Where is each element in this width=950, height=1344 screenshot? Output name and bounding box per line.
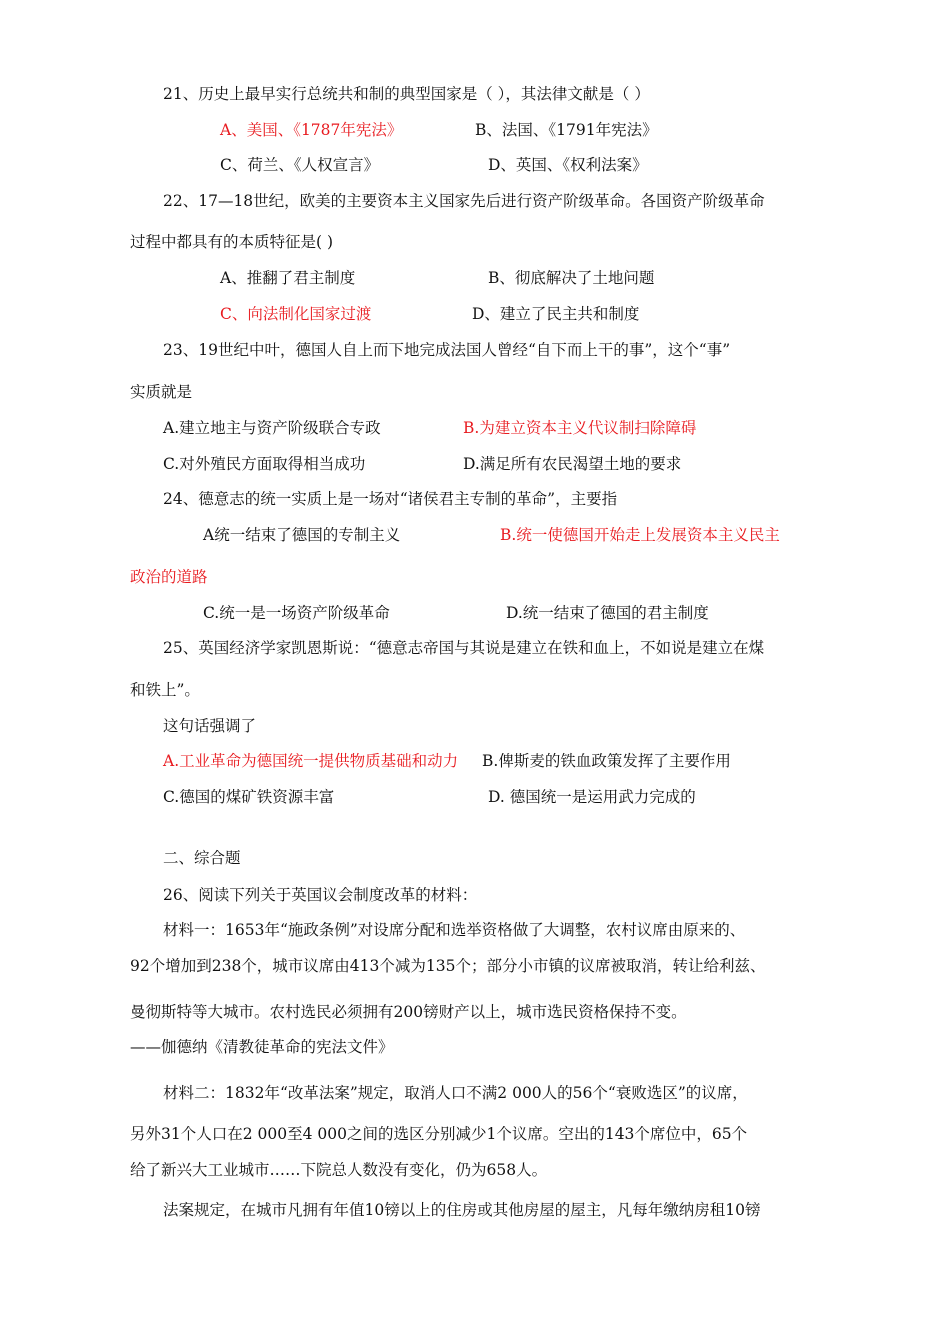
q23-option-a: A.建立地主与资产阶级联合专政 bbox=[163, 419, 381, 437]
q22-option-b: B、彻底解决了土地问题 bbox=[488, 269, 655, 287]
q24-option-a: A统一结束了德国的专制主义 bbox=[203, 526, 401, 544]
q24-stem: 24、德意志的统一实质上是一场对“诸侯君主专制的革命”，主要指 bbox=[163, 490, 618, 508]
section-heading: 二、综合题 bbox=[163, 849, 241, 867]
q26-material1-source: ——伽德纳《清教徒革命的宪法文件》 bbox=[130, 1038, 394, 1056]
q25-option-b: B.俾斯麦的铁血政策发挥了主要作用 bbox=[482, 752, 731, 770]
q25-option-c: C.德国的煤矿铁资源丰富 bbox=[163, 788, 335, 806]
q23-option-b: B.为建立资本主义代议制扫除障碍 bbox=[463, 419, 697, 437]
q23-stem-line2: 实质就是 bbox=[130, 383, 193, 401]
q24-option-b-line2: 政治的道路 bbox=[130, 568, 208, 586]
q21-option-b: B、法国、《1791年宪法》 bbox=[475, 121, 658, 139]
q25-stem-line1: 25、英国经济学家凯恩斯说：“德意志帝国与其说是建立在铁和血上，不如说是建立在煤 bbox=[163, 639, 765, 657]
q22-stem-line2: 过程中都具有的本质特征是( ) bbox=[130, 233, 334, 251]
q26-material2-line2: 另外31个人口在2 000至4 000之间的选区分别减少1个议席。空出的143个席位中，65个 bbox=[130, 1125, 748, 1143]
q24-option-c: C.统一是一场资产阶级革命 bbox=[203, 604, 390, 622]
q26-material2-line1: 材料二：1832年“改革法案”规定，取消人口不满2 000人的56个“衰败选区”的议席， bbox=[163, 1084, 748, 1102]
q23-stem-line1: 23、19世纪中叶，德国人自上而下地完成法国人曾经“自下而上干的事”，这个“事” bbox=[163, 341, 731, 359]
q22-option-c: C、向法制化国家过渡 bbox=[220, 305, 372, 323]
q25-stem-line2: 和铁上”。 bbox=[130, 681, 200, 699]
q25-option-d: D. 德国统一是运用武力完成的 bbox=[488, 788, 696, 806]
q22-option-a: A、推翻了君主制度 bbox=[220, 269, 356, 287]
q26-material2-line4: 法案规定，在城市凡拥有年值10镑以上的住房或其他房屋的屋主，凡每年缴纳房租10镑 bbox=[163, 1201, 761, 1219]
q26-material2-line3: 给了新兴大工业城市……下院总人数没有变化，仍为658人。 bbox=[130, 1161, 548, 1179]
q26-stem: 26、阅读下列关于英国议会制度改革的材料： bbox=[163, 886, 478, 904]
q26-material1-line2: 92个增加到238个，城市议席由413个减为135个；部分小市镇的议席被取消，转让给利兹、 bbox=[130, 957, 766, 975]
q26-material1-line3: 曼彻斯特等大城市。农村选民必须拥有200镑财产以上，城市选民资格保持不变。 bbox=[130, 1003, 687, 1021]
q21-option-a: A、美国、《1787年宪法》 bbox=[220, 121, 403, 139]
q25-option-a: A.工业革命为德国统一提供物质基础和动力 bbox=[163, 752, 459, 770]
q24-option-b-line1: B.统一使德国开始走上发展资本主义民主 bbox=[500, 526, 780, 544]
q25-stem-line3: 这句话强调了 bbox=[163, 717, 257, 735]
q21-option-c: C、荷兰、《人权宣言》 bbox=[220, 156, 380, 174]
q21-option-d: D、英国、《权利法案》 bbox=[488, 156, 648, 174]
q22-stem-line1: 22、17—18世纪，欧美的主要资本主义国家先后进行资产阶级革命。各国资产阶级革命 bbox=[163, 192, 765, 210]
q21-stem: 21、历史上最早实行总统共和制的典型国家是（ ），其法律文献是（ ） bbox=[163, 85, 650, 103]
q23-option-d: D.满足所有农民渴望土地的要求 bbox=[463, 455, 682, 473]
q22-option-d: D、建立了民主共和制度 bbox=[472, 305, 640, 323]
q24-option-d: D.统一结束了德国的君主制度 bbox=[506, 604, 709, 622]
q23-option-c: C.对外殖民方面取得相当成功 bbox=[163, 455, 366, 473]
q26-material1-line1: 材料一：1653年“施政条例”对设席分配和选举资格做了大调整，农村议席由原来的、 bbox=[163, 921, 746, 939]
